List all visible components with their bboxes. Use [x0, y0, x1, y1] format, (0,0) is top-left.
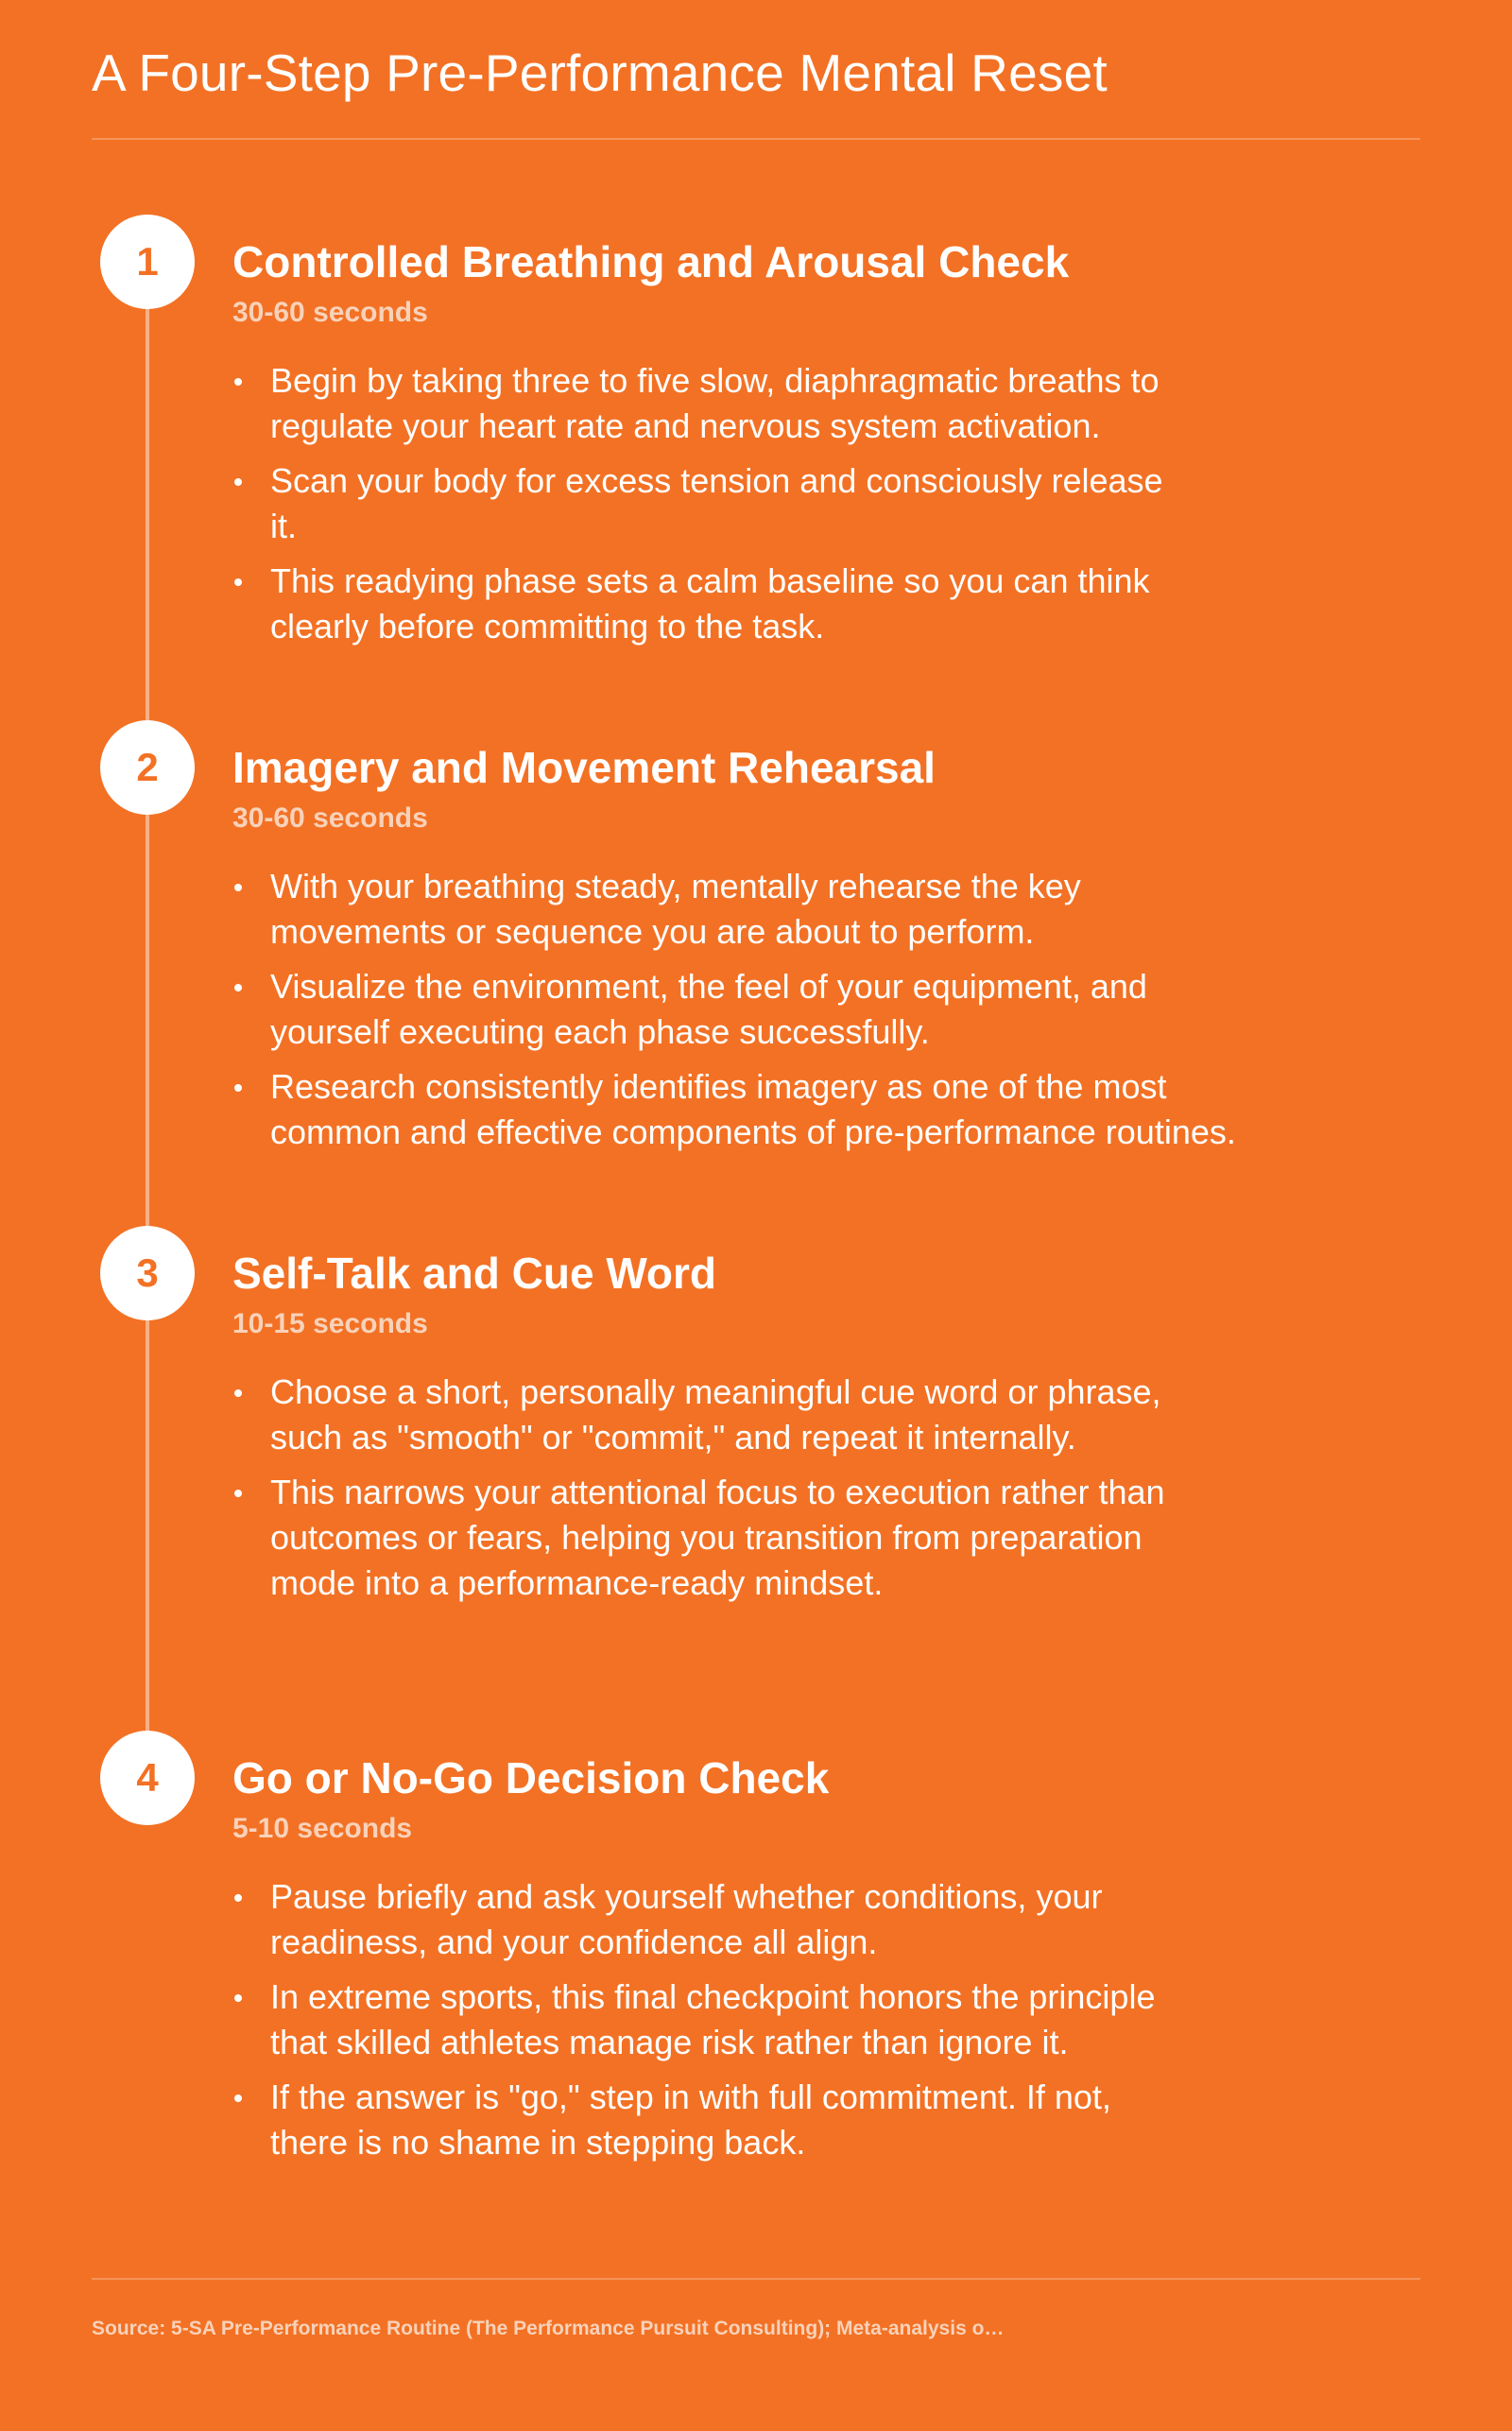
step-number-badge: 3: [100, 1226, 195, 1320]
step-bullet-list: [232, 864, 1244, 1164]
bullet-item: With your breathing steady, mentally rehearse the key movements or sequence you are about to perform.: [232, 864, 1244, 955]
step-number-badge: 1: [100, 215, 195, 309]
step-title: Go or No-Go Decision Check: [232, 1753, 830, 1802]
step-duration: 30-60 seconds: [232, 802, 428, 834]
step-duration: 5-10 seconds: [232, 1813, 413, 1844]
step-title: Imagery and Movement Rehearsal: [232, 743, 936, 792]
bullet-item: Begin by taking three to five slow, diaphragmatic breaths to regulate your heart rate and nervous system activation.: [232, 358, 1196, 449]
step-number-badge: 2: [100, 720, 195, 815]
step-duration: 10-15 seconds: [232, 1308, 428, 1339]
step-title: Self-Talk and Cue Word: [232, 1249, 717, 1298]
footer-source: Source: 5-SA Pre-Performance Routine (The Performance Pursuit Consulting); Meta-analysis o…: [92, 2318, 1005, 2339]
step-bullet-list: [232, 1874, 1196, 2175]
step-bullet-list: [232, 358, 1196, 659]
step-number-badge: 4: [100, 1731, 195, 1825]
bullet-item: Scan your body for excess tension and consciously release it.: [232, 458, 1196, 549]
bullet-item: This narrows your attentional focus to execution rather than outcomes or fears, helping you transition from preparation mode into a performance-ready mindset.: [232, 1470, 1196, 1606]
step-duration: 30-60 seconds: [232, 297, 428, 328]
footer-divider: [92, 2278, 1420, 2280]
bullet-item: Pause briefly and ask yourself whether conditions, your readiness, and your confidence all align.: [232, 1874, 1196, 1965]
bullet-item: This readying phase sets a calm baseline so you can think clearly before committing to the task.: [232, 559, 1196, 649]
bullet-item: Visualize the environment, the feel of your equipment, and yourself executing each phase successfully.: [232, 964, 1244, 1055]
bullet-item: In extreme sports, this final checkpoint honors the principle that skilled athletes manage risk rather than ignore it.: [232, 1974, 1196, 2065]
timeline-line: [146, 263, 149, 1784]
step-title: Controlled Breathing and Arousal Check: [232, 237, 1070, 286]
step-bullet-list: [232, 1370, 1196, 1615]
bullet-item: Research consistently identifies imagery as one of the most common and effective components of pre-performance routines.: [232, 1064, 1244, 1155]
title-divider: [92, 138, 1420, 140]
bullet-item: Choose a short, personally meaningful cue word or phrase, such as "smooth" or "commit," and repeat it internally.: [232, 1370, 1196, 1460]
bullet-item: If the answer is "go," step in with full commitment. If not, there is no shame in stepping back.: [232, 2075, 1196, 2165]
page-title: A Four-Step Pre-Performance Mental Reset: [92, 43, 1108, 102]
